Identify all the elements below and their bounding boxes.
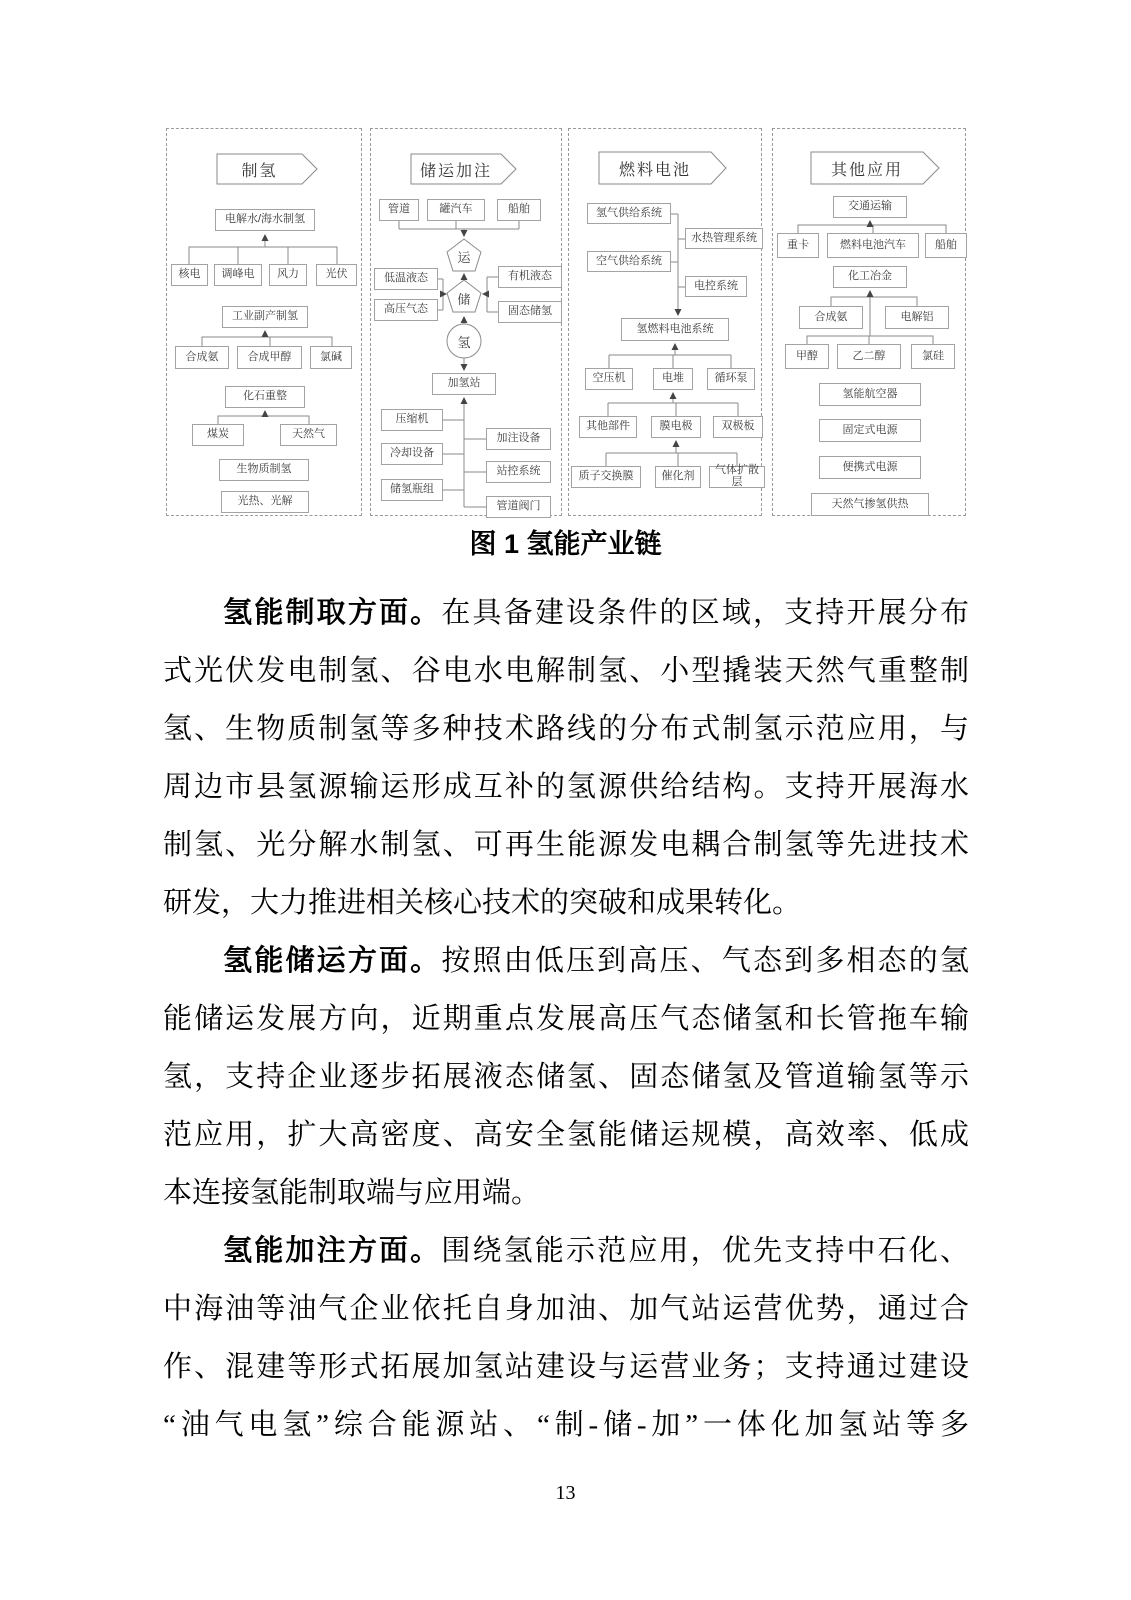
diagram-node: 化石重整 [225, 386, 305, 408]
diagram-node: 气体扩散层 [709, 466, 765, 488]
panel-other-applications [772, 128, 966, 516]
diagram-node: 电堆 [653, 368, 693, 390]
line-text: 围绕氢能示范应用，优先支持中石化、 [441, 1235, 969, 1267]
diagram-node: 核电 [171, 264, 208, 286]
text-line: 氢、生物质制氢等多种技术路线的分布式制氢示范应用，与 [163, 713, 969, 745]
diagram-node: 天然气 [280, 424, 337, 446]
text-line: “油气电氢”综合能源站、“制-储-加”一体化加氢站等多 [163, 1409, 969, 1441]
figure-hydrogen-industry-chain [0, 128, 1131, 518]
storage-pentagon-label: 储 [457, 291, 471, 307]
diagram-node: 氢气供给系统 [587, 203, 671, 224]
diagram-node: 氢燃料电池系统 [621, 318, 729, 341]
diagram-node: 合成甲醇 [237, 346, 302, 369]
diagram-node: 燃料电池汽车 [827, 233, 919, 258]
figure-caption: 图 1 氢能产业链 [469, 529, 662, 559]
diagram-node: 电控系统 [685, 276, 747, 297]
diagram-node: 风力 [269, 264, 307, 286]
diagram-node: 管道 [379, 199, 419, 221]
diagram-node: 压缩机 [381, 409, 443, 431]
paragraph-lead: 氢能加注方面。 [221, 1235, 442, 1267]
diagram-node: 生物质制氢 [219, 459, 309, 481]
diagram-node: 加注设备 [486, 428, 551, 450]
diagram-node: 煤炭 [192, 424, 244, 446]
panel-title: 其他应用 [830, 161, 903, 179]
diagram-node: 工业副产制氢 [222, 306, 308, 328]
text-line: 式光伏发电制氢、谷电水电解制氢、小型撬装天然气重整制 [163, 655, 969, 687]
diagram-node: 船舶 [497, 199, 541, 221]
text-line [163, 1222, 969, 1280]
text-line: 制氢、光分解水制氢、可再生能源发电耦合制氢等先进技术 [163, 829, 969, 861]
diagram-node: 质子交换膜 [571, 466, 641, 488]
diagram-node: 调峰电 [214, 264, 262, 286]
panel-title: 燃料电池 [618, 161, 691, 179]
diagram-node: 交通运输 [833, 196, 907, 218]
body-text [163, 584, 969, 1454]
diagram-node: 光热、光解 [221, 491, 309, 513]
diagram-node: 光伏 [316, 264, 357, 286]
text-line: 能储运发展方向，近期重点发展高压气态储氢和长管拖车输 [163, 1003, 969, 1035]
diagram-node: 合成氨 [799, 306, 863, 329]
panel-hydrogen-production [166, 128, 362, 516]
diagram-node: 化工冶金 [833, 266, 907, 288]
diagram-node: 有机液态 [498, 266, 562, 288]
diagram-node: 储氢瓶组 [381, 479, 443, 501]
paragraph-lead: 氢能制取方面。 [221, 597, 442, 629]
diagram-node: 水热管理系统 [685, 228, 763, 249]
diagram-node: 合成氨 [175, 346, 229, 369]
diagram-node: 低温液态 [374, 268, 438, 290]
text-line: 范应用，扩大高密度、高安全氢能储运规模，高效率、低成 [163, 1119, 969, 1151]
diagram-node: 空气供给系统 [587, 251, 671, 272]
diagram-node: 循环泵 [707, 368, 755, 390]
panel-title: 储运加注 [419, 162, 492, 180]
diagram-node: 氢能航空器 [819, 383, 921, 406]
panel-storage-transport-refueling [370, 128, 562, 516]
diagram-node: 站控系统 [486, 461, 551, 483]
diagram-node: 重卡 [777, 233, 819, 258]
diagram-node: 船舶 [925, 233, 967, 258]
diagram-node: 冷却设备 [381, 443, 443, 465]
text-line: 中海油等油气企业依托自身加油、加气站运营优势，通过合 [163, 1293, 969, 1325]
diagram-node: 双极板 [713, 416, 763, 438]
text-line [163, 932, 969, 990]
line-text: 按照由低压到高压、气态到多相态的氢 [441, 945, 969, 977]
page-number: 13 [555, 1482, 576, 1504]
diagram-node: 乙二醇 [837, 344, 901, 369]
diagram-node: 管道阀门 [486, 496, 551, 518]
line-text: 在具备建设条件的区域，支持开展分布 [441, 597, 969, 629]
text-line: 本连接氢能制取端与应用端。 [163, 1177, 541, 1209]
paragraph-lead: 氢能储运方面。 [221, 945, 442, 977]
diagram-node: 氯硅 [911, 344, 955, 369]
diagram-node: 加氢站 [432, 373, 496, 395]
diagram-node: 高压气态 [374, 299, 438, 321]
panel-title: 制氢 [241, 162, 278, 180]
transport-pentagon-label: 运 [457, 249, 471, 265]
diagram-node: 催化剂 [655, 466, 701, 488]
text-line: 研发，大力推进相关核心技术的突破和成果转化。 [163, 887, 802, 919]
diagram-node: 电解水/海水制氢 [215, 209, 315, 231]
text-line [163, 584, 969, 642]
diagram-node: 天然气掺氢供热 [811, 493, 929, 516]
panel-fuel-cells [568, 128, 762, 516]
diagram-node: 膜电极 [651, 416, 701, 438]
diagram-node: 便携式电源 [819, 456, 921, 479]
diagram-node: 甲醇 [785, 344, 829, 369]
diagram-node: 氯碱 [310, 346, 352, 369]
diagram-node: 罐汽车 [427, 199, 485, 221]
diagram-node: 空压机 [585, 368, 633, 390]
hydrogen-circle-label: 氢 [457, 334, 471, 350]
text-line: 氢，支持企业逐步拓展液态储氢、固态储氢及管道输氢等示 [163, 1061, 969, 1093]
text-line: 作、混建等形式拓展加氢站建设与运营业务；支持通过建设 [163, 1351, 969, 1383]
text-line: 周边市县氢源输运形成互补的氢源供给结构。支持开展海水 [163, 771, 969, 803]
diagram-node: 其他部件 [579, 416, 637, 438]
diagram-node: 固定式电源 [819, 419, 921, 442]
diagram-node: 电解铝 [885, 306, 949, 329]
diagram-node: 固态储氢 [498, 301, 562, 323]
